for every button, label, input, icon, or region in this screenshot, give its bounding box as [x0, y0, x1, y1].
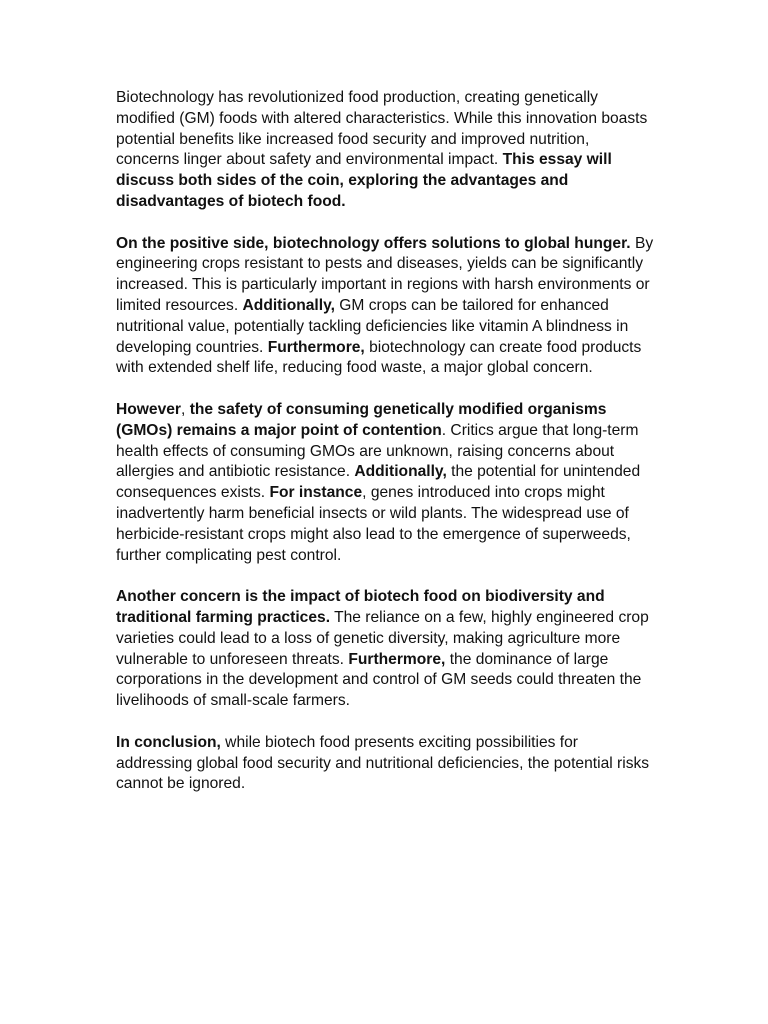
text-run-bold: Additionally, [354, 463, 447, 481]
text-run-bold: On the positive side, biotechnology offers solutions to global hunger. [116, 234, 631, 252]
paragraph-safety [116, 400, 656, 566]
text-run: , genes introduced into crops might inadvertently harm beneficial insects or wild plants. The widespread use of herbicide-resistant crops might also lead to the emergence of superweeds, further complicating pest control. [116, 484, 631, 564]
text-run: GM crops can be tailored for enhanced nutritional value, potentially tackling deficiencies like vitamin A blindness in developing countries. [116, 296, 629, 356]
text-run-bold: In conclusion, [116, 733, 221, 751]
paragraph-intro [116, 88, 656, 213]
paragraph-advantages [116, 234, 656, 380]
text-run-bold: Furthermore, [348, 650, 446, 668]
text-run-bold: However [116, 400, 182, 418]
text-run: By engineering crops resistant to pests and diseases, yields can be significantly increased. This is particularly important in regions with harsh environments or limited resources. [116, 234, 654, 314]
paragraph-conclusion [116, 733, 656, 795]
text-run: while biotech food presents exciting possibilities for addressing global food security and nutritional deficiencies, the potential risks cannot be ignored. [116, 733, 650, 793]
text-run: the dominance of large corporations in the development and control of GM seeds could threaten the livelihoods of small-scale farmers. [116, 650, 642, 710]
text-run-bold: the safety of consuming genetically modified organisms (GMOs) remains a major point of contention [116, 400, 607, 439]
text-run: Biotechnology has revolutionized food production, creating genetically modified (GM) foods with altered characteristics. While this innovation boasts potential benefits like increased food security and improved nutrition, concerns linger about safety and environmental impact. [116, 89, 648, 169]
text-run-bold: Another concern is the impact of biotech food on biodiversity and traditional farming practices. [116, 588, 605, 626]
text-run: , [181, 400, 190, 418]
text-run: biotechnology can create food products with extended shelf life, reducing food waste, a major global concern. [116, 338, 642, 377]
text-run: The reliance on a few, highly engineered crop varieties could lead to a loss of genetic diversity, making agriculture more vulnerable to unforeseen threats. [116, 608, 649, 668]
text-run-bold: Furthermore, [267, 338, 365, 356]
text-run-bold: For instance [269, 484, 363, 502]
paragraph-biodiversity [116, 587, 656, 712]
text-run: . Critics argue that long-term health effects of consuming GMOs are unknown, raising concerns about allergies and antibiotic resistance. [116, 421, 639, 481]
text-run: the potential for unintended consequences exists. [116, 463, 641, 502]
text-run-bold: Additionally, [242, 296, 335, 314]
essay-body [116, 88, 656, 816]
text-run-bold: This essay will discuss both sides of the coin, exploring the advantages and disadvantages of biotech food. [116, 151, 612, 210]
